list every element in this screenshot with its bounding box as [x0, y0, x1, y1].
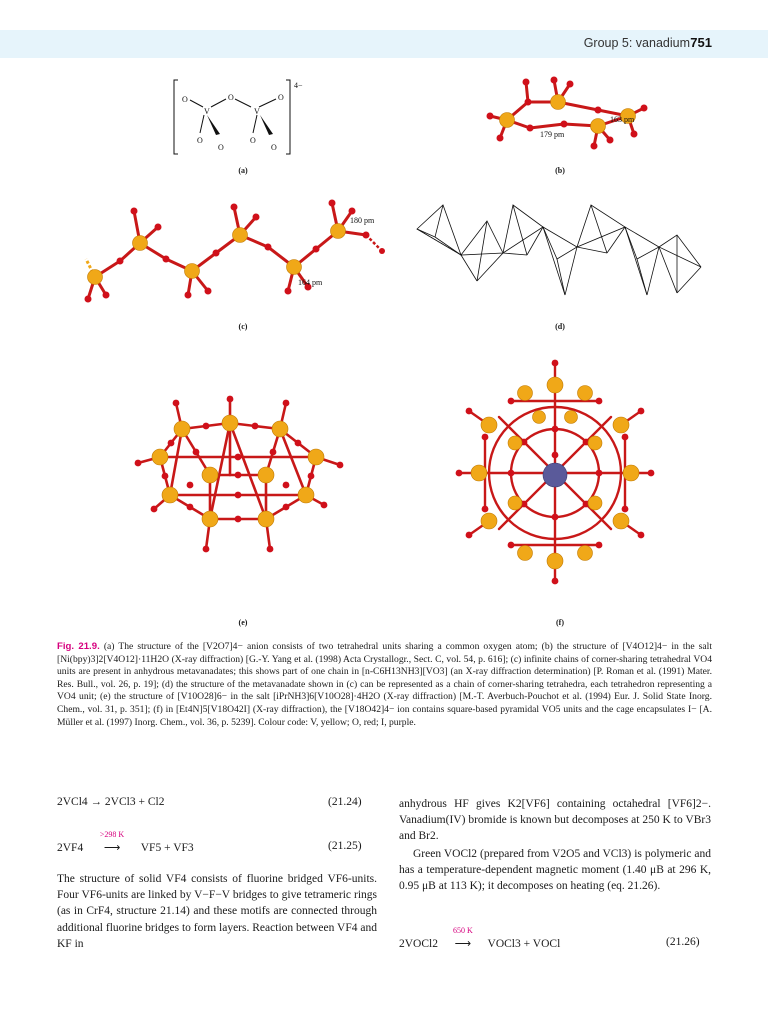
bond-length-label: 163 pm [610, 115, 635, 124]
anion-charge: 4− [294, 81, 303, 90]
equation-21-26 [399, 926, 561, 950]
equation-21-24 [57, 796, 164, 808]
equation-21-25 [57, 830, 194, 854]
atom-v: V [204, 107, 210, 116]
running-header [0, 30, 768, 58]
body-paragraph-right-1: anhydrous HF gives K2[VF6] containing octahedral [VF6]2−. Vanadium(IV) bromide is known but decomposes at 250 K to VBr3 and Br2. [399, 798, 711, 843]
panel-a-structure [170, 78, 320, 160]
panel-b-label: (b) [555, 166, 565, 175]
atom-o: O [218, 143, 224, 152]
eq-lhs: 2VF4 [57, 842, 84, 854]
figure-label: Fig. 21.9. [57, 641, 100, 652]
eq-condition: 650 K [452, 926, 473, 935]
body-paragraph-left: The structure of solid VF4 consists of fluorine bridged VF6-units. Four VF6-units are linked by V−F−V bridges to give tetrameric rings (as in CrF4, structure 21.14) and these motifs are connected through additional fluorine bridges to form layers. Reaction between VF4 and KF in [57, 873, 377, 950]
panel-c-structure [70, 195, 400, 315]
body-paragraph-right-2: Green VOCl2 (prepared from V2O5 and VCl3) is polymeric and has a temperature-dependent magnetic moment (1.40 μB at 296 K, 0.95 μB at 113 K); it decomposes on heating (eq. 21.26). [399, 848, 711, 893]
panel-f-structure [455, 355, 665, 585]
caption-text: (a) The structure of the [V2O7]4− anion consists of two tetrahedral units sharing a common oxygen atom; (b) the structure of [V4O12]4− in the salt [Ni(bpy)3]2[V4O12]·11H2O (X-ray diffraction) [G.-Y. Yang et al. (1998) Acta Crystallogr., Sect. C, vol. 54, p. 616]; (c) infinite chains of corner-sharing tetrahedral VO4 units are present in anhydrous metavanadates; this shows part of one chain in [n-C6H13NH3][VO3] (an X-ray diffraction determination) [P. Roman et al. (1991) Mater. Res. Bull., vol. 26, p. 19]; (d) the structure of the metavanadate shown in (c) can be represented as a chain of corner-sharing tetrahedra, each tetrahedron representing a VO4 unit; (e) the structure of [V10O28]6− in the salt [iPrNH3]6[V10O28]·4H2O (X-ray diffraction) [M.-T. Averbuch-Pouchot et al. (1994) Eur. J. Solid State Inorg. Chem., vol. 31, p. 351]; (f) in [Et4N]5[V18O42I] (X-ray diffraction), the [V18O42]4− ion contains square-based pyramidal VO5 units and the cage encapsulates I− [A. Müller et al. (1997) Inorg. Chem., vol. 36, p. 5239]. Colour code: V, yellow; O, red; I, purple. [57, 641, 712, 728]
panel-b-structure [470, 70, 670, 150]
page-number: 751 [690, 35, 712, 50]
atom-o: O [182, 95, 188, 104]
equation-number: (21.26) [666, 936, 700, 948]
panel-d-label: (d) [555, 322, 565, 331]
panel-c-label: (c) [238, 322, 248, 331]
atom-o: O [228, 93, 234, 102]
reaction-arrow-icon: → [90, 796, 103, 808]
equation-number: (21.25) [328, 840, 362, 852]
panel-a-label: (a) [238, 166, 248, 175]
header-section-title: Group 5: vanadium [583, 36, 690, 50]
eq-condition: >298 K [99, 830, 125, 839]
eq-rhs: VOCl3 + VOCl [487, 938, 561, 950]
panel-f-label: (f) [556, 618, 564, 627]
atom-v: V [254, 107, 260, 116]
bond-length-label: 180 pm [350, 216, 375, 225]
panel-d-structure [415, 195, 715, 305]
eq-lhs: 2VCl4 [57, 796, 88, 808]
eq-rhs: 2VCl3 + Cl2 [104, 796, 165, 808]
eq-rhs: VF5 + VF3 [140, 842, 194, 854]
atom-o: O [278, 93, 284, 102]
reaction-arrow-icon: ⟶ [103, 842, 121, 854]
eq-lhs: 2VOCl2 [399, 938, 438, 950]
atom-o: O [197, 136, 203, 145]
bond-length-label: 179 pm [540, 130, 565, 139]
reaction-arrow-icon: ⟶ [454, 938, 472, 950]
panel-e-label: (e) [238, 618, 248, 627]
panel-e-structure [130, 385, 350, 565]
atom-o: O [250, 136, 256, 145]
figure-caption [57, 641, 712, 729]
atom-o: O [271, 143, 277, 152]
bond-length-label: 164 pm [298, 278, 323, 287]
equation-number: (21.24) [328, 796, 362, 808]
